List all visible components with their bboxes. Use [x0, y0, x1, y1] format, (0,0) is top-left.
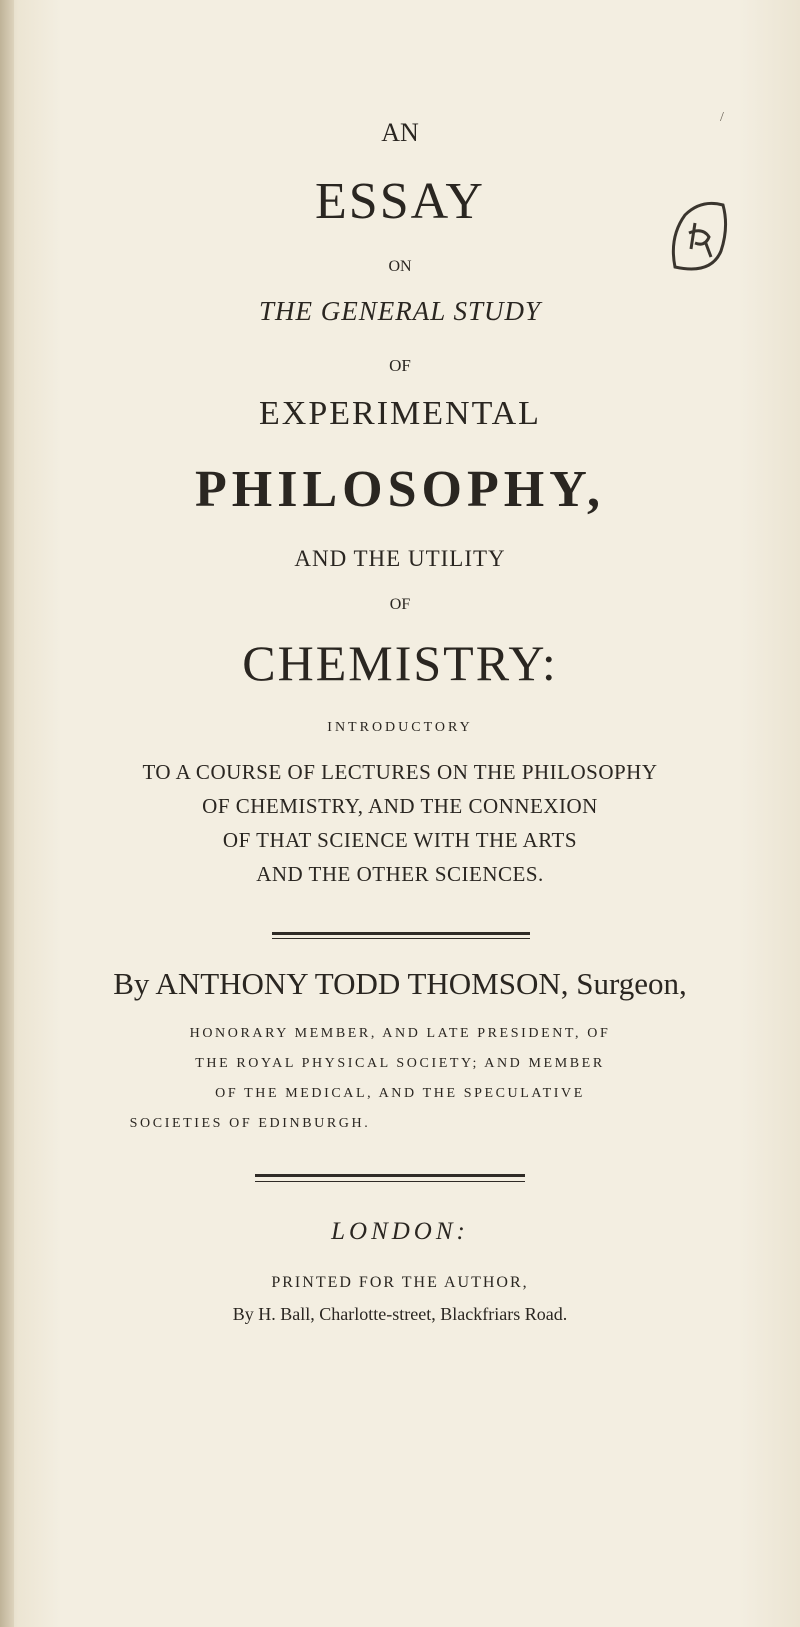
honors-line: THE ROYAL PHYSICAL SOCIETY; AND MEMBER [195, 1056, 605, 1071]
divider-rule-2-thin [255, 1181, 525, 1182]
title-line-of-2: OF [389, 596, 411, 613]
title-line-of: OF [389, 356, 411, 375]
divider-rule [272, 932, 530, 935]
title-utility: AND THE UTILITY [294, 546, 506, 571]
divider-rule-2 [255, 1174, 525, 1177]
divider-rule-thin [272, 938, 530, 939]
title-chemistry: CHEMISTRY: [242, 635, 558, 691]
course-line: AND THE OTHER SCIENCES. [256, 862, 544, 886]
course-line: OF THAT SCIENCE WITH THE ARTS [222, 828, 578, 852]
title-line-an: AN [381, 118, 419, 147]
title-line-on: ON [388, 258, 412, 275]
pencil-mark: / [720, 110, 724, 125]
course-line: OF CHEMISTRY, AND THE CONNEXION [202, 794, 598, 818]
title-general-study: THE GENERAL STUDY [258, 296, 542, 326]
honors-line: HONORARY MEMBER, AND LATE PRESIDENT, OF [189, 1026, 611, 1041]
subtitle-introductory: INTRODUCTORY [327, 720, 473, 735]
title-experimental: EXPERIMENTAL [259, 395, 541, 432]
imprint-printed-for: PRINTED FOR THE AUTHOR, [271, 1274, 529, 1291]
title-philosophy: PHILOSOPHY, [195, 461, 605, 518]
imprint-city: LONDON: [331, 1218, 469, 1245]
honors-line: OF THE MEDICAL, AND THE SPECULATIVE [215, 1086, 585, 1101]
title-essay: ESSAY [315, 173, 485, 230]
honors-line: SOCIETIES OF EDINBURGH. [129, 1116, 371, 1131]
course-line: TO A COURSE OF LECTURES ON THE PHILOSOPHY [142, 760, 658, 784]
author-line: By ANTHONY TODD THOMSON, Surgeon, [113, 966, 687, 1001]
imprint-printer: By H. Ball, Charlotte-street, Blackfriars Road. [232, 1304, 568, 1324]
